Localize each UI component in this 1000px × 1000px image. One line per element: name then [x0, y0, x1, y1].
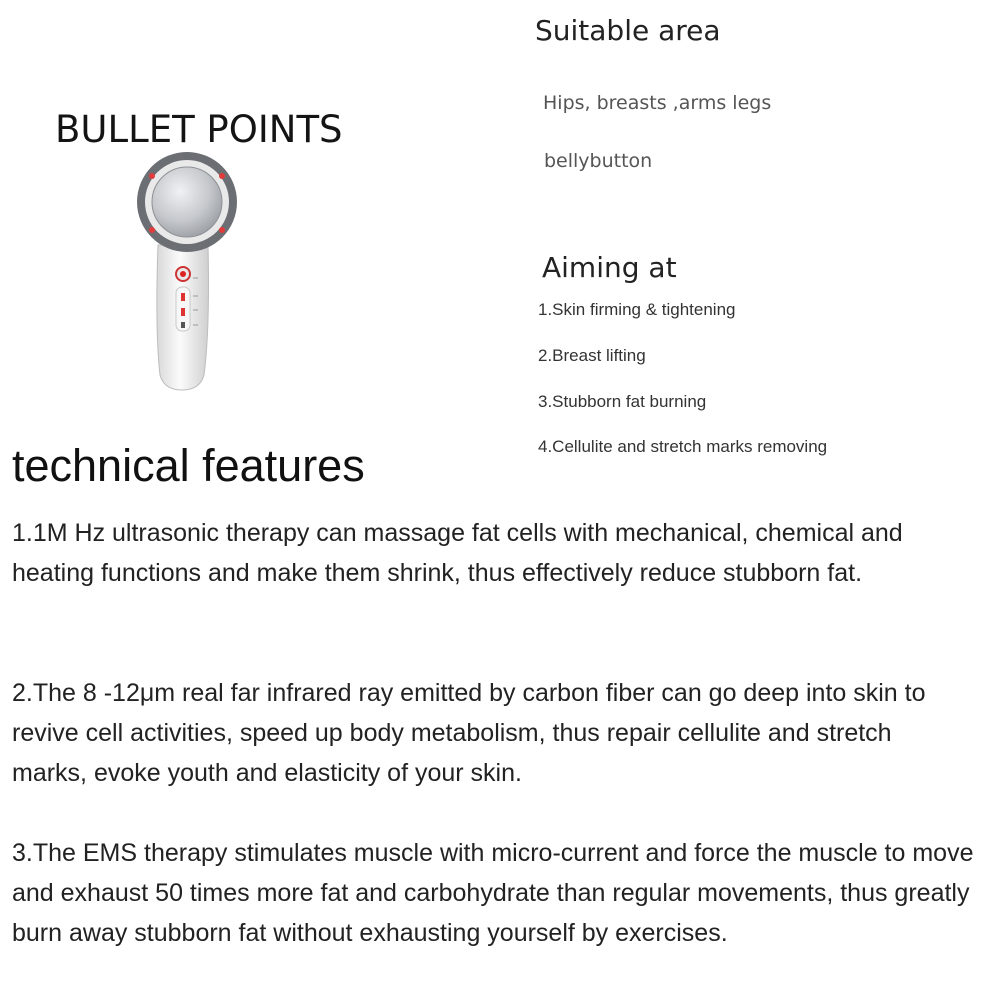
aiming-at-item: 1.Skin firming & tightening	[538, 300, 736, 319]
aiming-at-title: Aiming at	[542, 251, 677, 284]
bullet-points-title: BULLET POINTS	[55, 108, 343, 151]
technical-features-title: technical features	[12, 440, 365, 491]
suitable-area-line: Hips, breasts ,arms legs	[543, 92, 772, 114]
feature-paragraph: 2.The 8 -12μm real far infrared ray emitted by carbon fiber can go deep into skin to revive cell activities, speed up body metabolism, thus repair cellulite and stretch marks, evoke youth and elasticity of your skin.	[12, 679, 926, 787]
aiming-at-item: 4.Cellulite and stretch marks removing	[538, 437, 828, 456]
aiming-at-item: 2.Breast lifting	[538, 346, 646, 365]
ultrasonic-cavitation-device-icon	[130, 150, 245, 395]
suitable-area-line: bellybutton	[544, 150, 653, 172]
feature-paragraph: 3.The EMS therapy stimulates muscle with micro-current and force the muscle to move and exhaust 50 times more fat and carbohydrate than regular movements, thus greatly burn away stubborn fat without exhausting yourself by exercises.	[12, 839, 974, 947]
suitable-area-title: Suitable area	[535, 14, 721, 47]
feature-paragraph: 1.1M Hz ultrasonic therapy can massage fat cells with mechanical, chemical and heating functions and make them shrink, thus effectively reduce stubborn fat.	[12, 519, 903, 587]
aiming-at-item: 3.Stubborn fat burning	[538, 392, 707, 411]
product-image	[130, 150, 245, 395]
